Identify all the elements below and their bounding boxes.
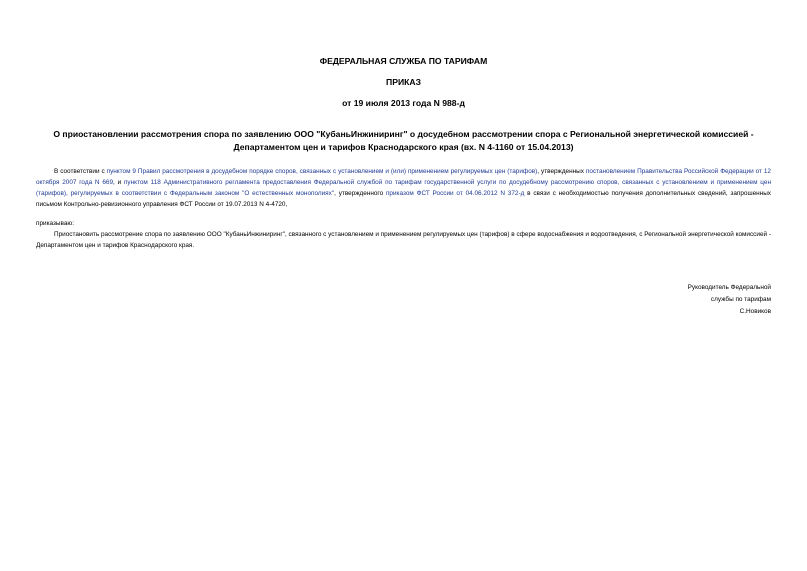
preamble-text-3: , и bbox=[113, 179, 124, 186]
order-word: приказываю: bbox=[36, 220, 74, 227]
signature-position-line-1: Руководитель Федеральной bbox=[687, 284, 771, 291]
order-text: Приостановить рассмотрение спора по заявлению ООО "КубаньИнжиниринг", связанного с установлением и применением регулируемых цен (тарифов) в сфере водоснабжения и водоотведения, с Региональной энергетической комиссией - Департаментом цен и тарифов Краснодарского края. bbox=[36, 231, 771, 249]
document-title-line-2: Департаментом цен и тарифов Краснодарского края (вх. N 4-1160 от 15.04.2013) bbox=[233, 142, 574, 152]
signature-position-line-2: службы по тарифам bbox=[710, 296, 771, 303]
link-government-decree-669[interactable]: постановлением Правительства Российской Федерации от 12 октября 2007 года N 669 bbox=[36, 168, 771, 186]
signature-name: С.Новиков bbox=[739, 308, 771, 315]
preamble-text-2: , утвержденных bbox=[537, 168, 586, 175]
preamble-paragraph bbox=[36, 166, 771, 210]
preamble-text-1: В соответствии с bbox=[54, 168, 107, 175]
preamble-text-4: , утвержденного bbox=[334, 190, 386, 197]
link-rules-point-9[interactable]: пунктом 9 Правил рассмотрения в досудебном порядке споров, связанных с установлением и (или) применением регулируемых цен (тарифов) bbox=[106, 168, 538, 175]
document-date-number: от 19 июля 2013 года N 988-д bbox=[342, 98, 465, 108]
document-title-line-1: О приостановлении рассмотрения спора по заявлению ООО "КубаньИнжиниринг" о досудебном рассмотрении спора с Региональной энергетической комиссией - bbox=[53, 129, 754, 139]
preamble-text-5: в связи с необходимостью получения дополнительных сведений, запрошенных письмом Контрольно-ревизионного управления ФСТ России от 19.07.2013 N 4-4720, bbox=[36, 190, 771, 208]
order-paragraph bbox=[36, 229, 771, 251]
link-fst-order-372[interactable]: приказом ФСТ России от 04.06.2012 N 372-д bbox=[385, 190, 525, 197]
document-type: ПРИКАЗ bbox=[386, 77, 421, 87]
agency-name: ФЕДЕРАЛЬНАЯ СЛУЖБА ПО ТАРИФАМ bbox=[319, 56, 488, 66]
link-regulation-point-118[interactable]: пунктом 118 Административного регламента предоставления Федеральной службой по тарифам государственной услуги по досудебному рассмотрению споров, связанных с установлением и применением цен (тарифов), регулируемых в соответствии с Федеральным законом "О естественных монополиях" bbox=[36, 179, 771, 197]
